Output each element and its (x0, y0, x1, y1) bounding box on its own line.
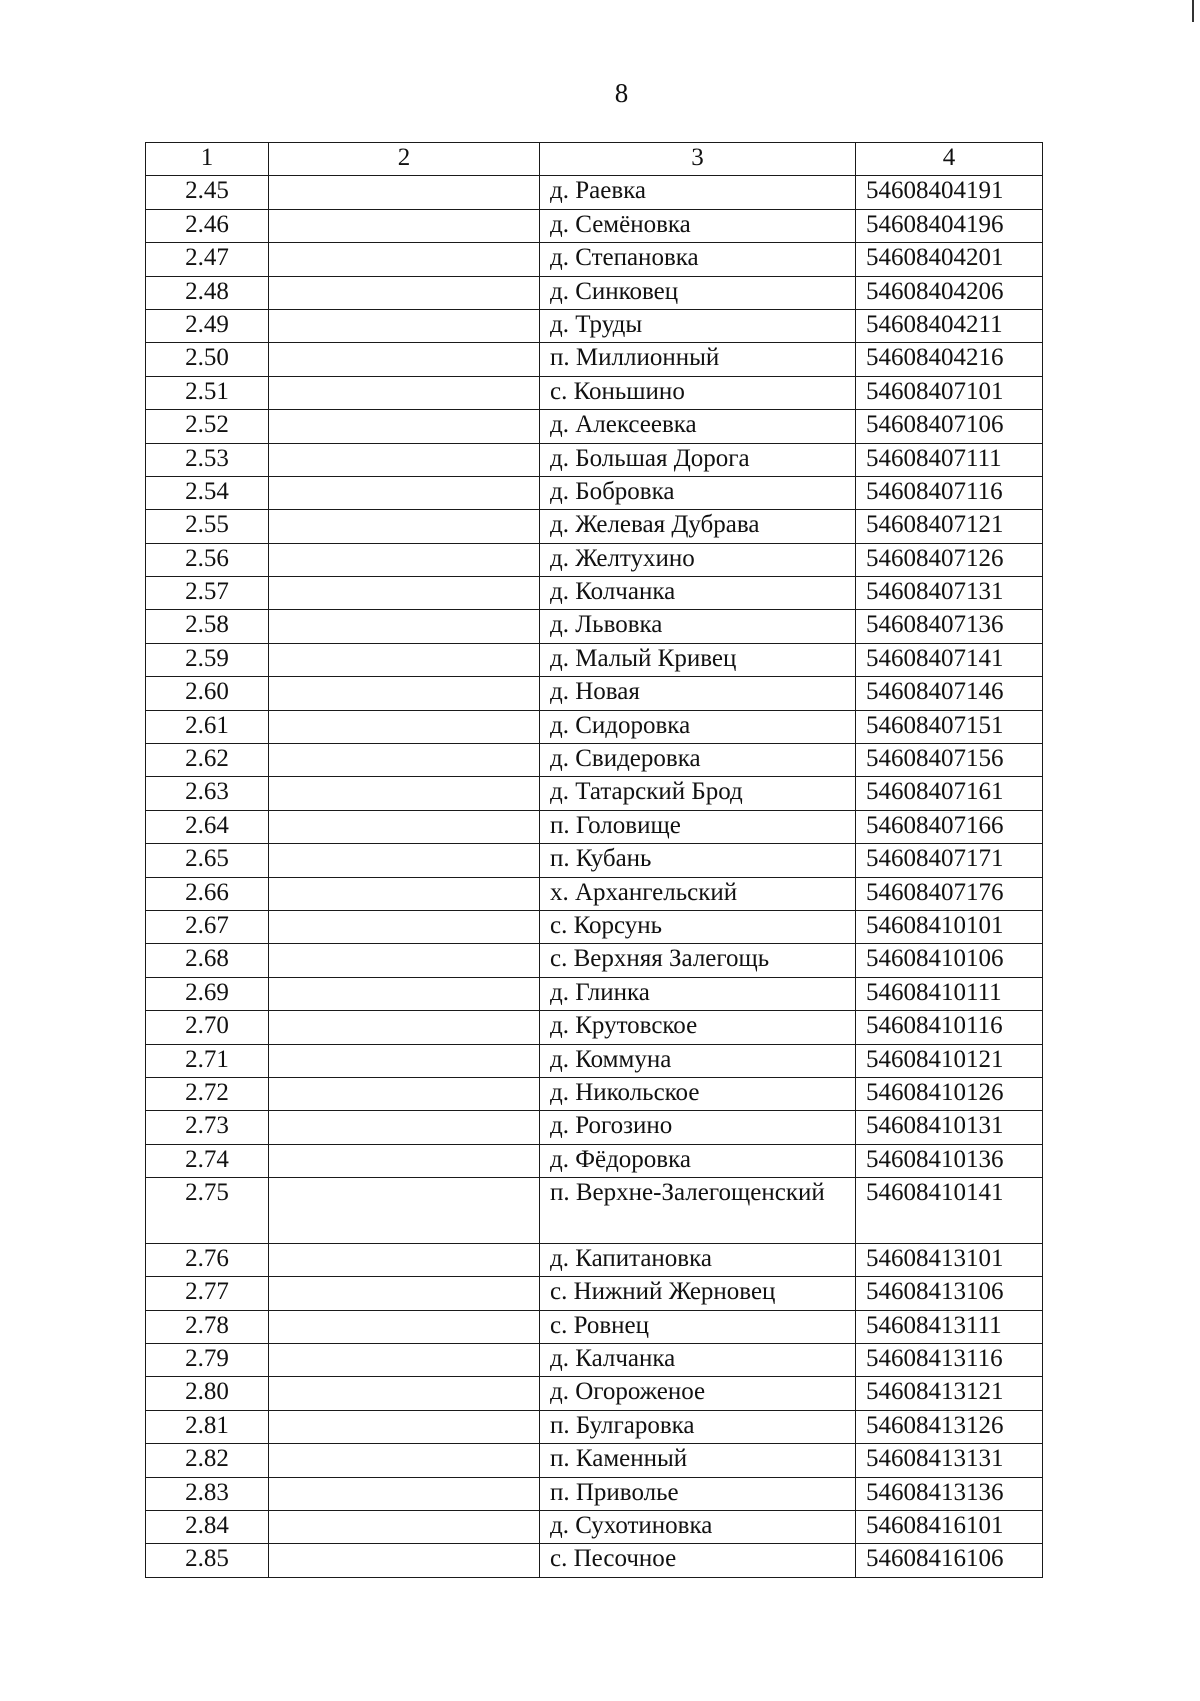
settlement-name: п. Верхне-Залегощенский (540, 1178, 856, 1244)
oktmo-code: 54608407106 (856, 410, 1043, 443)
row-number: 2.80 (146, 1377, 269, 1410)
row-number: 2.77 (146, 1277, 269, 1310)
oktmo-code: 54608413126 (856, 1410, 1043, 1443)
table-row (146, 1410, 1043, 1443)
row-column-2 (269, 1111, 540, 1144)
table-row (146, 276, 1043, 309)
row-number: 2.52 (146, 410, 269, 443)
table-row (146, 1044, 1043, 1077)
row-column-2 (269, 376, 540, 409)
settlement-name: с. Корсунь (540, 910, 856, 943)
row-column-2 (269, 1077, 540, 1110)
table-row (146, 309, 1043, 342)
table-row (146, 844, 1043, 877)
row-number: 2.60 (146, 677, 269, 710)
oktmo-code: 54608410141 (856, 1178, 1043, 1244)
settlement-name: д. Колчанка (540, 577, 856, 610)
table-row (146, 877, 1043, 910)
row-column-2 (269, 910, 540, 943)
row-number: 2.46 (146, 209, 269, 242)
row-column-2 (269, 577, 540, 610)
table-row (146, 1310, 1043, 1343)
settlement-name: д. Татарский Брод (540, 777, 856, 810)
row-column-2 (269, 1243, 540, 1276)
table-row (146, 1344, 1043, 1377)
column-header-1: 1 (146, 143, 269, 176)
settlement-name: д. Новая (540, 677, 856, 710)
settlement-name: д. Синковец (540, 276, 856, 309)
oktmo-code: 54608407176 (856, 877, 1043, 910)
oktmo-code: 54608413106 (856, 1277, 1043, 1310)
row-column-2 (269, 977, 540, 1010)
row-number: 2.64 (146, 810, 269, 843)
settlement-name: д. Сухотиновка (540, 1511, 856, 1544)
oktmo-code: 54608407146 (856, 677, 1043, 710)
oktmo-code: 54608404216 (856, 343, 1043, 376)
oktmo-code: 54608410106 (856, 944, 1043, 977)
table-row (146, 1178, 1043, 1244)
table-row (146, 710, 1043, 743)
row-column-2 (269, 744, 540, 777)
row-number: 2.55 (146, 510, 269, 543)
row-number: 2.81 (146, 1410, 269, 1443)
settlement-name: п. Каменный (540, 1444, 856, 1477)
row-column-2 (269, 1410, 540, 1443)
row-column-2 (269, 443, 540, 476)
row-column-2 (269, 209, 540, 242)
row-number: 2.67 (146, 910, 269, 943)
row-column-2 (269, 1277, 540, 1310)
table-row (146, 209, 1043, 242)
row-column-2 (269, 1444, 540, 1477)
table-row (146, 1077, 1043, 1110)
row-number: 2.63 (146, 777, 269, 810)
settlement-name: д. Свидеровка (540, 744, 856, 777)
settlement-name: д. Калчанка (540, 1344, 856, 1377)
row-column-2 (269, 1344, 540, 1377)
oktmo-code: 54608413116 (856, 1344, 1043, 1377)
oktmo-code: 54608416101 (856, 1511, 1043, 1544)
row-column-2 (269, 1044, 540, 1077)
settlement-name: д. Большая Дорога (540, 443, 856, 476)
table-row (146, 610, 1043, 643)
oktmo-code: 54608410111 (856, 977, 1043, 1010)
oktmo-code: 54608407156 (856, 744, 1043, 777)
row-column-2 (269, 410, 540, 443)
oktmo-code: 54608407151 (856, 710, 1043, 743)
row-column-2 (269, 810, 540, 843)
oktmo-code: 54608404206 (856, 276, 1043, 309)
row-column-2 (269, 276, 540, 309)
row-number: 2.57 (146, 577, 269, 610)
table-body (146, 176, 1043, 1577)
settlement-name: д. Крутовское (540, 1011, 856, 1044)
settlement-name: д. Желевая Дубрава (540, 510, 856, 543)
settlement-name: п. Головище (540, 810, 856, 843)
row-column-2 (269, 643, 540, 676)
table-row (146, 1111, 1043, 1144)
scan-edge-mark (1192, 0, 1194, 22)
table-row (146, 543, 1043, 576)
row-column-2 (269, 243, 540, 276)
oktmo-code: 54608410121 (856, 1044, 1043, 1077)
row-number: 2.65 (146, 844, 269, 877)
page-number: 8 (614, 78, 629, 108)
row-number: 2.49 (146, 309, 269, 342)
oktmo-code: 54608410131 (856, 1111, 1043, 1144)
settlement-name: с. Верхняя Залегощь (540, 944, 856, 977)
row-number: 2.84 (146, 1511, 269, 1544)
oktmo-code: 54608404211 (856, 309, 1043, 342)
table-row (146, 1243, 1043, 1276)
row-column-2 (269, 543, 540, 576)
row-number: 2.56 (146, 543, 269, 576)
settlement-name: х. Архангельский (540, 877, 856, 910)
oktmo-code: 54608404196 (856, 209, 1043, 242)
settlement-name: п. Кубань (540, 844, 856, 877)
settlement-name: с. Коньшино (540, 376, 856, 409)
table-row (146, 810, 1043, 843)
row-column-2 (269, 1011, 540, 1044)
oktmo-code: 54608413136 (856, 1477, 1043, 1510)
row-column-2 (269, 610, 540, 643)
table-row (146, 243, 1043, 276)
row-column-2 (269, 877, 540, 910)
row-number: 2.70 (146, 1011, 269, 1044)
table-row (146, 1011, 1043, 1044)
row-column-2 (269, 476, 540, 509)
table-row (146, 476, 1043, 509)
table-row (146, 1444, 1043, 1477)
row-column-2 (269, 1310, 540, 1343)
row-column-2 (269, 343, 540, 376)
row-column-2 (269, 1178, 540, 1244)
row-number: 2.83 (146, 1477, 269, 1510)
table-row (146, 677, 1043, 710)
row-number: 2.74 (146, 1144, 269, 1177)
row-number: 2.82 (146, 1444, 269, 1477)
settlement-name: д. Бобровка (540, 476, 856, 509)
table-row (146, 510, 1043, 543)
table-row (146, 443, 1043, 476)
row-number: 2.75 (146, 1178, 269, 1244)
table-row (146, 343, 1043, 376)
settlement-name: д. Сидоровка (540, 710, 856, 743)
oktmo-code: 54608410136 (856, 1144, 1043, 1177)
table-row (146, 1511, 1043, 1544)
oktmo-code: 54608407136 (856, 610, 1043, 643)
oktmo-code: 54608413121 (856, 1377, 1043, 1410)
table-row (146, 777, 1043, 810)
settlement-name: д. Огороженое (540, 1377, 856, 1410)
table-row (146, 1477, 1043, 1510)
settlement-name: п. Булгаровка (540, 1410, 856, 1443)
table-row (146, 1377, 1043, 1410)
settlement-name: д. Малый Кривец (540, 643, 856, 676)
column-header-3: 3 (540, 143, 856, 176)
table-row (146, 1277, 1043, 1310)
settlement-name: д. Желтухино (540, 543, 856, 576)
row-column-2 (269, 1477, 540, 1510)
oktmo-code: 54608407131 (856, 577, 1043, 610)
oktmo-code: 54608410101 (856, 910, 1043, 943)
settlement-name: д. Труды (540, 309, 856, 342)
settlement-name: д. Рогозино (540, 1111, 856, 1144)
table-row (146, 977, 1043, 1010)
table-row (146, 1144, 1043, 1177)
row-number: 2.68 (146, 944, 269, 977)
row-column-2 (269, 1377, 540, 1410)
oktmo-code: 54608407111 (856, 443, 1043, 476)
table-row (146, 944, 1043, 977)
oktmo-code: 54608407171 (856, 844, 1043, 877)
settlement-name: д. Глинка (540, 977, 856, 1010)
row-number: 2.61 (146, 710, 269, 743)
oktmo-code: 54608413101 (856, 1243, 1043, 1276)
oktmo-code: 54608413111 (856, 1310, 1043, 1343)
settlement-name: д. Алексеевка (540, 410, 856, 443)
oktmo-code: 54608413131 (856, 1444, 1043, 1477)
row-column-2 (269, 1544, 540, 1577)
row-number: 2.54 (146, 476, 269, 509)
row-number: 2.62 (146, 744, 269, 777)
table-header-row (146, 143, 1043, 176)
row-number: 2.53 (146, 443, 269, 476)
row-column-2 (269, 309, 540, 342)
row-number: 2.85 (146, 1544, 269, 1577)
table-row (146, 744, 1043, 777)
settlement-name: п. Миллионный (540, 343, 856, 376)
settlement-name: д. Никольское (540, 1077, 856, 1110)
oktmo-code: 54608407116 (856, 476, 1043, 509)
row-number: 2.71 (146, 1044, 269, 1077)
row-number: 2.73 (146, 1111, 269, 1144)
settlement-name: д. Капитановка (540, 1243, 856, 1276)
settlement-name: п. Приволье (540, 1477, 856, 1510)
settlement-name: с. Ровнец (540, 1310, 856, 1343)
row-number: 2.76 (146, 1243, 269, 1276)
row-column-2 (269, 1511, 540, 1544)
row-number: 2.50 (146, 343, 269, 376)
row-column-2 (269, 510, 540, 543)
row-number: 2.58 (146, 610, 269, 643)
table-row (146, 643, 1043, 676)
settlement-name: с. Нижний Жерновец (540, 1277, 856, 1310)
row-column-2 (269, 1144, 540, 1177)
row-number: 2.48 (146, 276, 269, 309)
settlement-name: д. Фёдоровка (540, 1144, 856, 1177)
row-number: 2.78 (146, 1310, 269, 1343)
column-header-4: 4 (856, 143, 1043, 176)
oktmo-code: 54608407101 (856, 376, 1043, 409)
settlement-name: с. Песочное (540, 1544, 856, 1577)
row-number: 2.59 (146, 643, 269, 676)
oktmo-code: 54608407121 (856, 510, 1043, 543)
settlement-name: д. Семёновка (540, 209, 856, 242)
table-row (146, 577, 1043, 610)
row-column-2 (269, 710, 540, 743)
settlements-table (145, 142, 1043, 1578)
row-column-2 (269, 176, 540, 209)
table-row (146, 910, 1043, 943)
row-number: 2.79 (146, 1344, 269, 1377)
row-column-2 (269, 777, 540, 810)
settlement-name: д. Коммуна (540, 1044, 856, 1077)
column-header-2: 2 (269, 143, 540, 176)
row-number: 2.45 (146, 176, 269, 209)
oktmo-code: 54608410116 (856, 1011, 1043, 1044)
settlement-name: д. Раевка (540, 176, 856, 209)
row-column-2 (269, 844, 540, 877)
oktmo-code: 54608410126 (856, 1077, 1043, 1110)
row-number: 2.69 (146, 977, 269, 1010)
row-column-2 (269, 944, 540, 977)
table-row (146, 410, 1043, 443)
row-column-2 (269, 677, 540, 710)
row-number: 2.47 (146, 243, 269, 276)
row-number: 2.51 (146, 376, 269, 409)
row-number: 2.72 (146, 1077, 269, 1110)
oktmo-code: 54608407166 (856, 810, 1043, 843)
settlement-name: д. Степановка (540, 243, 856, 276)
oktmo-code: 54608407126 (856, 543, 1043, 576)
oktmo-code: 54608404201 (856, 243, 1043, 276)
row-number: 2.66 (146, 877, 269, 910)
oktmo-code: 54608404191 (856, 176, 1043, 209)
table-row (146, 1544, 1043, 1577)
settlement-name: д. Львовка (540, 610, 856, 643)
oktmo-code: 54608416106 (856, 1544, 1043, 1577)
table-row (146, 376, 1043, 409)
oktmo-code: 54608407141 (856, 643, 1043, 676)
table-row (146, 176, 1043, 209)
oktmo-code: 54608407161 (856, 777, 1043, 810)
